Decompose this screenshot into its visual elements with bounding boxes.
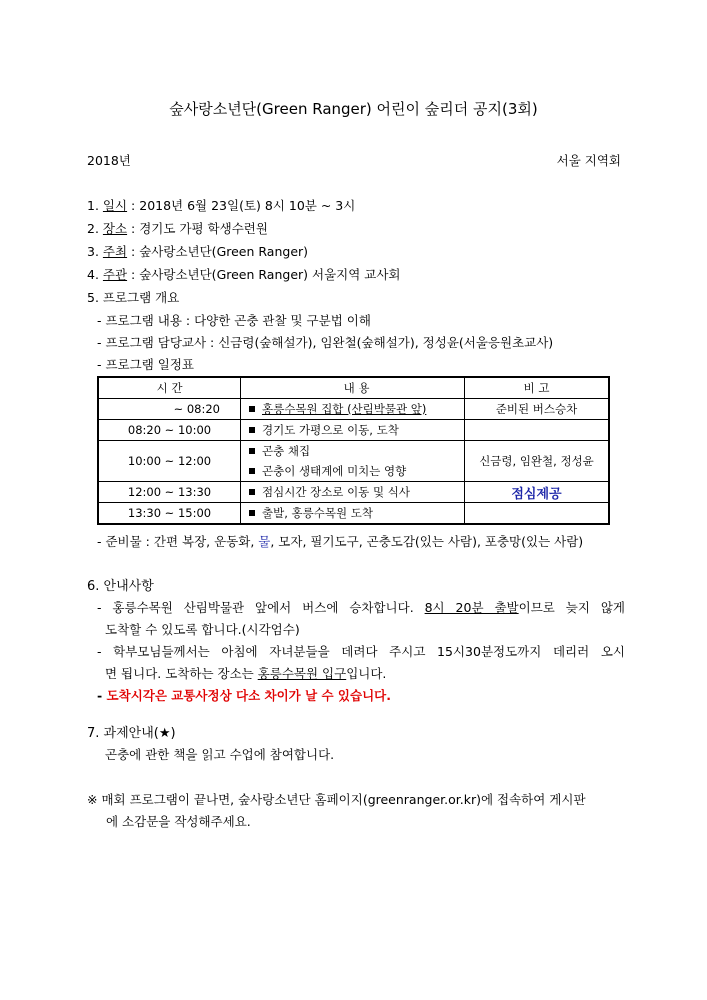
guide-p2-line2 <box>105 664 386 682</box>
row-time: 08:20 ~ 10:00 <box>98 420 241 441</box>
row-content-text: 곤충 채집 <box>262 444 311 458</box>
supplies <box>97 532 583 550</box>
program-teachers: - 프로그램 담당교사 : 신금령(숲해설가), 임완철(숲해설가), 정성윤(서울응원초교사) <box>97 335 554 350</box>
guide-departure: 8시 20분 출발 <box>424 600 519 615</box>
row-note: 점심제공 <box>465 482 610 503</box>
row-note: 신금령, 임완철, 정성윤 <box>465 441 610 482</box>
table-row <box>98 441 609 482</box>
item-label: 주최 <box>102 244 128 259</box>
item-value: : 경기도 가평 학생수련원 <box>127 221 268 236</box>
item-place <box>87 219 268 237</box>
schedule-label: - 프로그램 일정표 <box>97 357 194 372</box>
header-note: 비 고 <box>465 377 610 399</box>
table-row <box>98 482 609 503</box>
header-content: 내 용 <box>241 377 465 399</box>
guide-warning: 도착시각은 교통사정상 다소 차이가 날 수 있습니다. <box>106 688 391 703</box>
bullet-icon <box>249 448 255 454</box>
row-content-text: 경기도 가평으로 이동, 도착 <box>262 423 399 437</box>
guide-text: 입니다. <box>346 666 387 681</box>
supplies-prefix: - 준비물 : 간편 복장, 운동화, <box>97 534 259 549</box>
guide-arrival: 홍릉수목원 입구 <box>257 666 347 681</box>
bullet-icon <box>249 489 255 495</box>
supplies-suffix: , 모자, 필기도구, 곤충도감(있는 사람), 포충망(있는 사람) <box>270 534 584 549</box>
row-content-line <box>249 441 464 461</box>
program-content: - 프로그램 내용 : 다양한 곤충 관찰 및 구분법 이해 <box>97 313 371 328</box>
footer-note-line1: ※ 매회 프로그램이 끝나면, 숲사랑소년단 홈페이지(greenranger.or.kr)에 접속하여 게시판 <box>87 792 586 807</box>
guide-p3 <box>97 686 391 704</box>
row-content-text: 홍릉수목원 집합 (산림박물관 앞) <box>262 402 427 416</box>
table-header-row <box>98 377 609 399</box>
guide-dash: - <box>97 688 107 703</box>
row-content-text: 곤충이 생태계에 미치는 영향 <box>262 464 407 478</box>
guide-text: - 홍릉수목원 산림박물관 앞에서 버스에 승차합니다. <box>97 600 425 615</box>
bullet-icon <box>249 510 255 516</box>
item-host <box>87 242 308 260</box>
row-content-text: 점심시간 장소로 이동 및 식사 <box>262 485 410 499</box>
item-label: 주관 <box>102 267 128 282</box>
item-label: 일시 <box>102 198 128 213</box>
row-content <box>241 399 465 420</box>
item-label: 장소 <box>102 221 128 236</box>
table-row <box>98 399 609 420</box>
item-number: 3. <box>87 244 99 259</box>
row-note <box>465 420 610 441</box>
guide-text: 이므로 늦지 않게 <box>518 600 625 615</box>
row-time: ~ 08:20 <box>98 399 241 420</box>
row-content-line <box>249 461 464 481</box>
task-heading: 7. 과제안내(★) <box>87 726 176 741</box>
schedule-table <box>97 376 610 525</box>
bullet-icon <box>249 406 255 412</box>
task-text: 곤충에 관한 책을 읽고 수업에 참여합니다. <box>105 747 335 762</box>
guide-p2-line1: - 학부모님들께서는 아침에 자녀분들을 데려다 주시고 15시30분정도까지 데리러 오시 <box>97 644 625 659</box>
program-heading: 5. 프로그램 개요 <box>87 290 180 305</box>
item-number: 1. <box>87 198 99 213</box>
item-date <box>87 196 355 214</box>
footer-note-line2: 에 소감문을 작성해주세요. <box>106 814 251 829</box>
guide-p1-line1 <box>97 598 625 616</box>
guide-p1-line2: 도착할 수 있도록 합니다.(시각엄수) <box>105 622 300 637</box>
row-content <box>241 420 465 441</box>
page-title: 숲사랑소년단(Green Ranger) 어린이 숲리더 공지(3회) <box>169 100 538 118</box>
year: 2018년 <box>87 153 131 168</box>
item-number: 2. <box>87 221 99 236</box>
row-content-text: 출발, 홍릉수목원 도착 <box>262 506 373 520</box>
row-note <box>465 503 610 525</box>
table-row <box>98 420 609 441</box>
supplies-water: 물 <box>258 534 271 549</box>
bullet-icon <box>249 468 255 474</box>
region: 서울 지역회 <box>556 153 621 168</box>
row-time: 12:00 ~ 13:30 <box>98 482 241 503</box>
row-note: 준비된 버스승차 <box>465 399 610 420</box>
row-content <box>241 482 465 503</box>
row-time: 10:00 ~ 12:00 <box>98 441 241 482</box>
guide-heading: 6. 안내사항 <box>87 579 154 594</box>
row-content <box>241 503 465 525</box>
row-content <box>241 441 465 482</box>
item-organizer <box>87 265 401 283</box>
table-row <box>98 503 609 525</box>
row-time: 13:30 ~ 15:00 <box>98 503 241 525</box>
item-value: : 2018년 6월 23일(토) 8시 10분 ~ 3시 <box>127 198 356 213</box>
item-value: : 숲사랑소년단(Green Ranger) <box>127 244 309 259</box>
item-value: : 숲사랑소년단(Green Ranger) 서울지역 교사회 <box>127 267 401 282</box>
header-time: 시 간 <box>98 377 241 399</box>
guide-text: 면 됩니다. 도착하는 장소는 <box>105 666 258 681</box>
bullet-icon <box>249 427 255 433</box>
item-number: 4. <box>87 267 99 282</box>
